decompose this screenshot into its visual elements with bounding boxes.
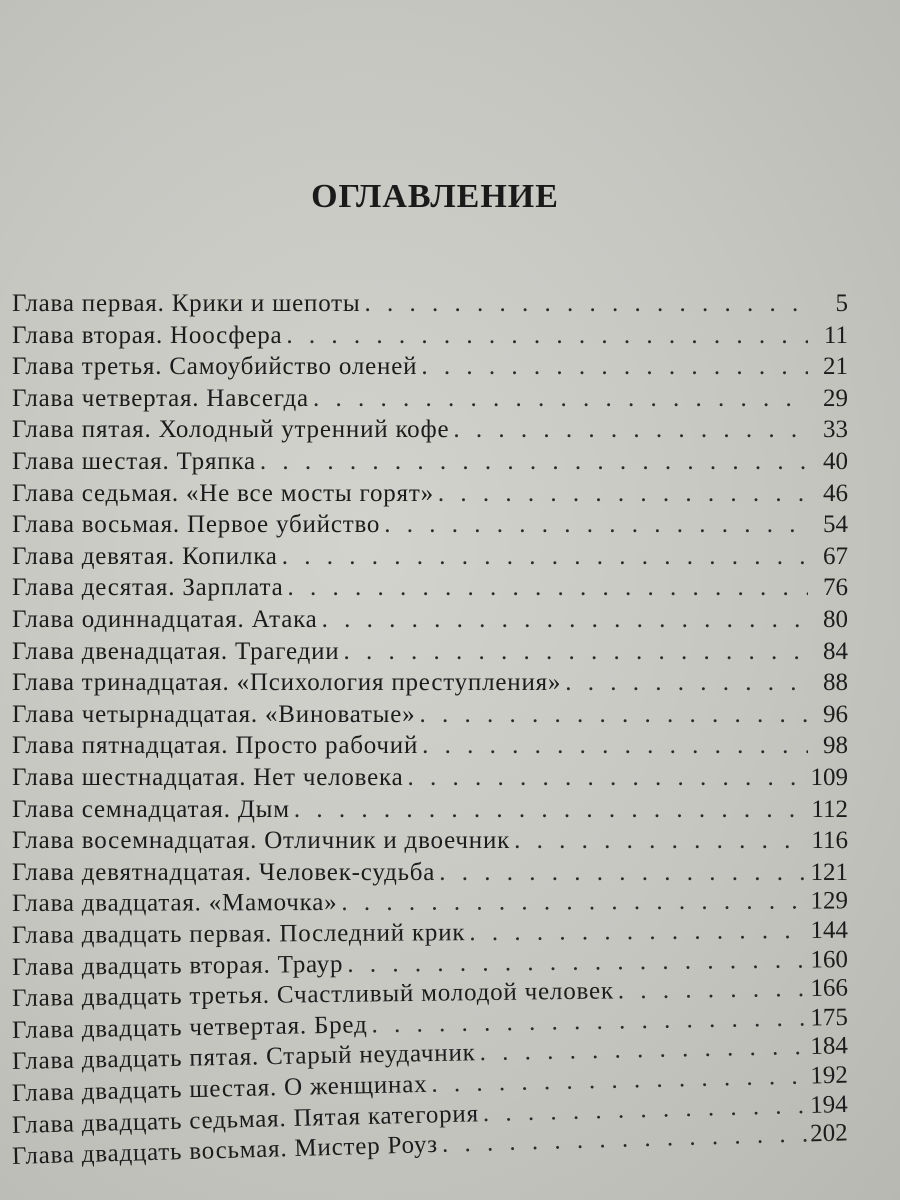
dot-leader	[419, 699, 808, 731]
toc-entry	[12, 730, 848, 762]
toc-entry-label: Глава седьмая. «Не все мосты горят»	[12, 479, 434, 507]
toc-entry-label: Глава двадцать шестая. О женщинах	[11, 1070, 428, 1107]
toc-entry-label: Глава двадцать седьмая. Пятая категория	[11, 1099, 480, 1139]
toc-entry	[12, 825, 848, 857]
toc-entry	[12, 383, 848, 415]
toc-entry-page-number: 88	[823, 669, 848, 697]
toc-entry	[12, 509, 848, 541]
toc-entry-page-number: 67	[823, 542, 848, 570]
toc-entry-label: Глава двадцать первая. Последний крик	[11, 919, 466, 949]
toc-entry-label: Глава двадцать пятая. Старый неудачник	[11, 1039, 476, 1076]
toc-entry-page-number: 112	[811, 795, 848, 823]
toc-entry-label: Глава первая. Крики и шепоты	[12, 290, 361, 317]
dot-leader	[384, 509, 808, 541]
toc-entry-label: Глава шестнадцатая. Нет человека	[12, 764, 404, 791]
toc-entry-page-number: 184	[810, 1032, 849, 1061]
toc-entry	[12, 351, 848, 383]
toc-entry-page-number: 96	[823, 700, 848, 728]
toc-entry-label: Глава третья. Самоубийство оленей	[12, 353, 418, 381]
dot-leader	[514, 825, 807, 857]
toc-entry-label: Глава двадцать четвертая. Бред	[11, 1011, 368, 1044]
toc-entry	[12, 414, 848, 446]
dot-leader	[439, 857, 806, 889]
toc-entry-page-number: 160	[810, 945, 849, 974]
dot-leader	[286, 320, 808, 352]
toc-entry-label: Глава двенадцатая. Трагедии	[12, 637, 340, 665]
toc-entry-page-number: 80	[823, 606, 848, 633]
toc-entry-page-number: 46	[823, 479, 848, 507]
dot-leader	[453, 414, 808, 446]
toc-entry-page-number: 175	[810, 1003, 849, 1032]
toc-entry-label: Глава вторая. Ноосфера	[12, 321, 283, 349]
toc-entry	[12, 762, 848, 794]
toc-entry-page-number: 21	[823, 353, 848, 381]
toc-entry-page-number: 194	[809, 1090, 849, 1119]
toc-entry-label: Глава двадцать третья. Счастливый молодой человек	[11, 977, 614, 1013]
toc-entry-page-number: 5	[835, 290, 848, 317]
toc-entry-page-number: 11	[823, 321, 848, 349]
toc-entry-label: Глава десятая. Зарплата	[12, 574, 284, 602]
toc-entry-label: Глава одиннадцатая. Атака	[12, 606, 318, 633]
toc-entry-label: Глава тринадцатая. «Психология преступления»	[12, 669, 562, 697]
toc-entry-label: Глава двадцатая. «Мамочка»	[11, 889, 338, 918]
toc-entry-page-number: 109	[810, 764, 848, 791]
toc-entry-page-number: 121	[810, 858, 848, 886]
toc-entry	[12, 446, 848, 478]
toc-entry	[12, 320, 848, 352]
toc-entry-page-number: 129	[810, 887, 849, 915]
dot-leader	[438, 478, 808, 510]
toc-entry-label: Глава двадцать вторая. Траур	[11, 950, 344, 981]
dot-leader	[313, 383, 808, 415]
toc-entry-page-number: 166	[810, 974, 849, 1003]
toc-entry	[12, 794, 848, 826]
toc-entry	[12, 541, 848, 573]
toc-entry	[12, 636, 848, 668]
toc-entry-page-number: 116	[811, 827, 848, 855]
dot-leader	[282, 541, 808, 573]
toc-entry	[12, 667, 848, 699]
toc-entry	[12, 604, 848, 636]
toc-entry-page-number: 84	[823, 637, 848, 665]
dot-leader	[343, 636, 808, 668]
dot-leader	[287, 572, 808, 604]
toc-entry-page-number: 98	[823, 732, 848, 760]
dot-leader	[341, 886, 806, 919]
toc-entry-page-number: 40	[823, 448, 848, 475]
dot-leader	[260, 446, 808, 478]
dot-leader	[365, 288, 809, 320]
toc-entry-label: Глава девятая. Копилка	[12, 542, 278, 570]
toc-entry-page-number: 76	[823, 574, 848, 602]
toc-entry-label: Глава семнадцатая. Дым	[12, 795, 290, 823]
toc-entry-page-number: 54	[823, 511, 848, 539]
toc-entry	[12, 857, 848, 889]
toc-entry-label: Глава четырнадцатая. «Виноватые»	[12, 700, 416, 728]
toc-entry-page-number: 144	[810, 916, 849, 944]
dot-leader	[322, 604, 808, 636]
dot-leader	[421, 351, 808, 383]
dot-leader	[294, 794, 808, 826]
dot-leader	[565, 667, 808, 699]
toc-entry-page-number: 202	[809, 1119, 849, 1148]
toc-entry	[12, 572, 848, 604]
toc-entry-label: Глава девятнадцатая. Человек-судьба	[12, 858, 436, 886]
toc-entry-page-number: 33	[823, 416, 848, 444]
toc-entry-label: Глава пятая. Холодный утренний кофе	[12, 416, 450, 444]
dot-leader	[422, 730, 808, 762]
toc-entry	[12, 699, 848, 731]
toc-entry	[12, 288, 848, 320]
page-title: ОГЛАВЛЕНИЕ	[311, 178, 559, 215]
toc-entry-label: Глава двадцать восьмая. Мистер Роуз	[11, 1131, 439, 1171]
toc-entry-label: Глава восемнадцатая. Отличник и двоечник	[12, 827, 511, 855]
dot-leader	[408, 762, 807, 794]
toc-entry-page-number: 29	[823, 384, 848, 412]
toc-entry-page-number: 192	[809, 1061, 849, 1090]
toc-entry	[12, 478, 848, 510]
toc-entry-label: Глава четвертая. Навсегда	[12, 384, 309, 412]
toc-entry-label: Глава шестая. Тряпка	[12, 448, 256, 475]
toc-entry-label: Глава восьмая. Первое убийство	[12, 511, 381, 539]
toc-entry-label: Глава пятнадцатая. Просто рабочий	[12, 732, 419, 760]
